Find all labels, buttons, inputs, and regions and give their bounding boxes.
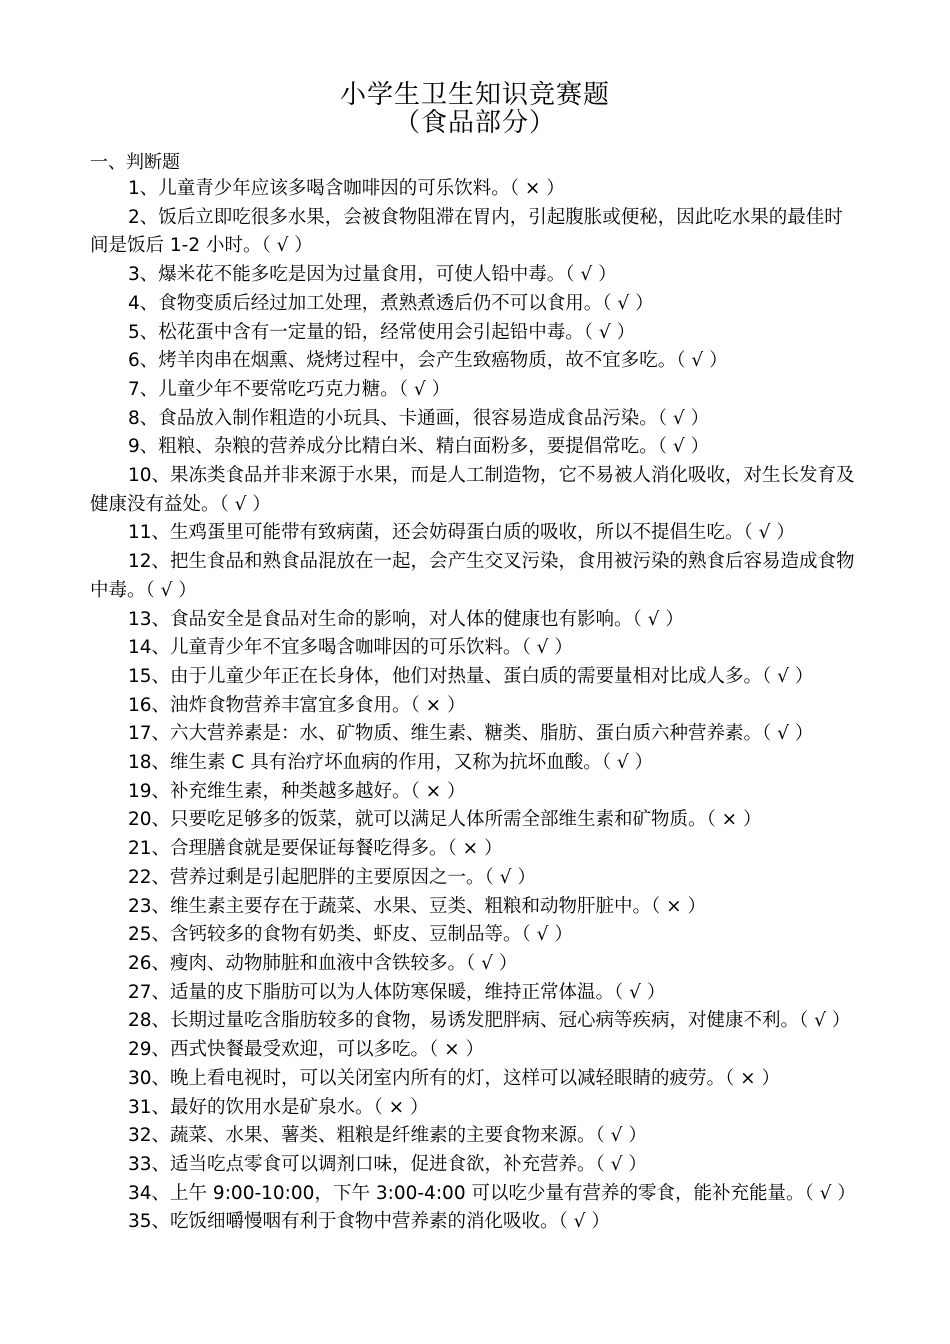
question-item: 31、最好的饮用水是矿泉水。（ × ） <box>128 1096 429 1118</box>
question-item: 15、由于儿童少年正在长身体，他们对热量、蛋白质的需要量相对比成人多。（ √ ） <box>128 665 814 687</box>
question-item: 16、油炸食物营养丰富宜多食用。（ × ） <box>128 694 466 716</box>
question-item: 10、果冻类食品并非来源于水果，而是人工制造物，它不易被人消化吸收，对生长发育及健康没有益处。（ √ ） <box>90 465 855 515</box>
question-item: 13、食品安全是食品对生命的影响，对人体的健康也有影响。（ √ ） <box>128 608 684 630</box>
question-item: 35、吃饭细嚼慢咽有利于食物中营养素的消化吸收。（ √ ） <box>128 1211 610 1233</box>
question-item: 32、蔬菜、水果、薯类、粗粮是纤维素的主要食物来源。（ √ ） <box>128 1125 647 1147</box>
question-item: 33、适当吃点零食可以调剂口味，促进食欲，补充营养。（ √ ） <box>128 1153 647 1175</box>
question-item: 12、把生食品和熟食品混放在一起，会产生交叉污染，食用被污染的熟食后容易造成食物中毒。（ √ ） <box>90 551 855 601</box>
question-item: 7、儿童少年不要常吃巧克力糖。（ √ ） <box>128 378 451 400</box>
question-item: 26、瘦肉、动物肺脏和血液中含铁较多。（ √ ） <box>128 952 518 974</box>
section-heading: 一、判断题 <box>90 152 180 173</box>
question-item: 25、含钙较多的食物有奶类、虾皮、豆制品等。（ √ ） <box>128 924 573 946</box>
question-item: 27、适量的皮下脂肪可以为人体防寒保暖，维持正常体温。（ √ ） <box>128 981 666 1003</box>
document-subtitle: （食品部分） <box>393 108 556 138</box>
question-item: 23、维生素主要存在于蔬菜、水果、豆类、粗粮和动物肝脏中。（ × ） <box>128 895 707 917</box>
question-item: 17、六大营养素是：水、矿物质、维生素、糖类、脂肪、蛋白质六种营养素。（ √ ） <box>128 723 814 745</box>
question-item: 9、粗粮、杂粮的营养成分比精白米、精白面粉多，要提倡常吃。（ √ ） <box>128 436 710 458</box>
question-item: 5、松花蛋中含有一定量的铅，经常使用会引起铅中毒。（ √ ） <box>128 321 636 343</box>
question-item: 21、合理膳食就是要保证每餐吃得多。（ × ） <box>128 838 503 860</box>
question-item: 18、维生素 C 具有治疗坏血病的作用，又称为抗坏血酸。（ √ ） <box>128 752 654 774</box>
document-title: 小学生卫生知识竞赛题 <box>339 80 610 110</box>
question-item: 1、儿童青少年应该多喝含咖啡因的可乐饮料。（ × ） <box>128 178 565 199</box>
question-item: 19、补充维生素，种类越多越好。（ × ） <box>128 780 466 802</box>
question-item: 2、饭后立即吃很多水果，会被食物阻滞在胃内，引起腹胀或便秘，因此吃水果的最佳时间是饭后 1-2 小时。（ √ ） <box>90 206 843 257</box>
question-item: 28、长期过量吃含脂肪较多的食物，易诱发肥胖病、冠心病等疾病，对健康不利。（ √ ） <box>128 1010 851 1032</box>
question-item: 4、食物变质后经过加工处理，煮熟煮透后仍不可以食用。（ √ ） <box>128 292 654 314</box>
question-item: 22、营养过剩是引起肥胖的主要原因之一。（ √ ） <box>128 866 536 888</box>
question-item: 20、只要吃足够多的饭菜，就可以满足人体所需全部维生素和矿物质。（ × ） <box>128 809 762 831</box>
question-item: 11、生鸡蛋里可能带有致病菌，还会妨碍蛋白质的吸收，所以不提倡生吃。（ √ ） <box>128 522 795 544</box>
question-item: 30、晚上看电视时，可以关闭室内所有的灯，这样可以减轻眼睛的疲劳。（ × ） <box>128 1067 781 1089</box>
question-item: 14、儿童青少年不宜多喝含咖啡因的可乐饮料。（ √ ） <box>128 637 573 659</box>
question-item: 29、西式快餐最受欢迎，可以多吃。（ × ） <box>128 1039 485 1061</box>
question-list <box>90 175 856 1237</box>
question-item: 8、食品放入制作粗造的小玩具、卡通画，很容易造成食品污染。（ √ ） <box>128 407 710 429</box>
question-item: 34、上午 9:00-10:00，下午 3:00-4:00 可以吃少量有营养的零食，能补充能量。（ √ ） <box>128 1182 856 1204</box>
question-item: 6、烤羊肉串在烟熏、烧烤过程中，会产生致癌物质，故不宜多吃。（ √ ） <box>128 350 728 372</box>
question-item: 3、爆米花不能多吃是因为过量食用，可使人铅中毒。（ √ ） <box>128 264 617 286</box>
